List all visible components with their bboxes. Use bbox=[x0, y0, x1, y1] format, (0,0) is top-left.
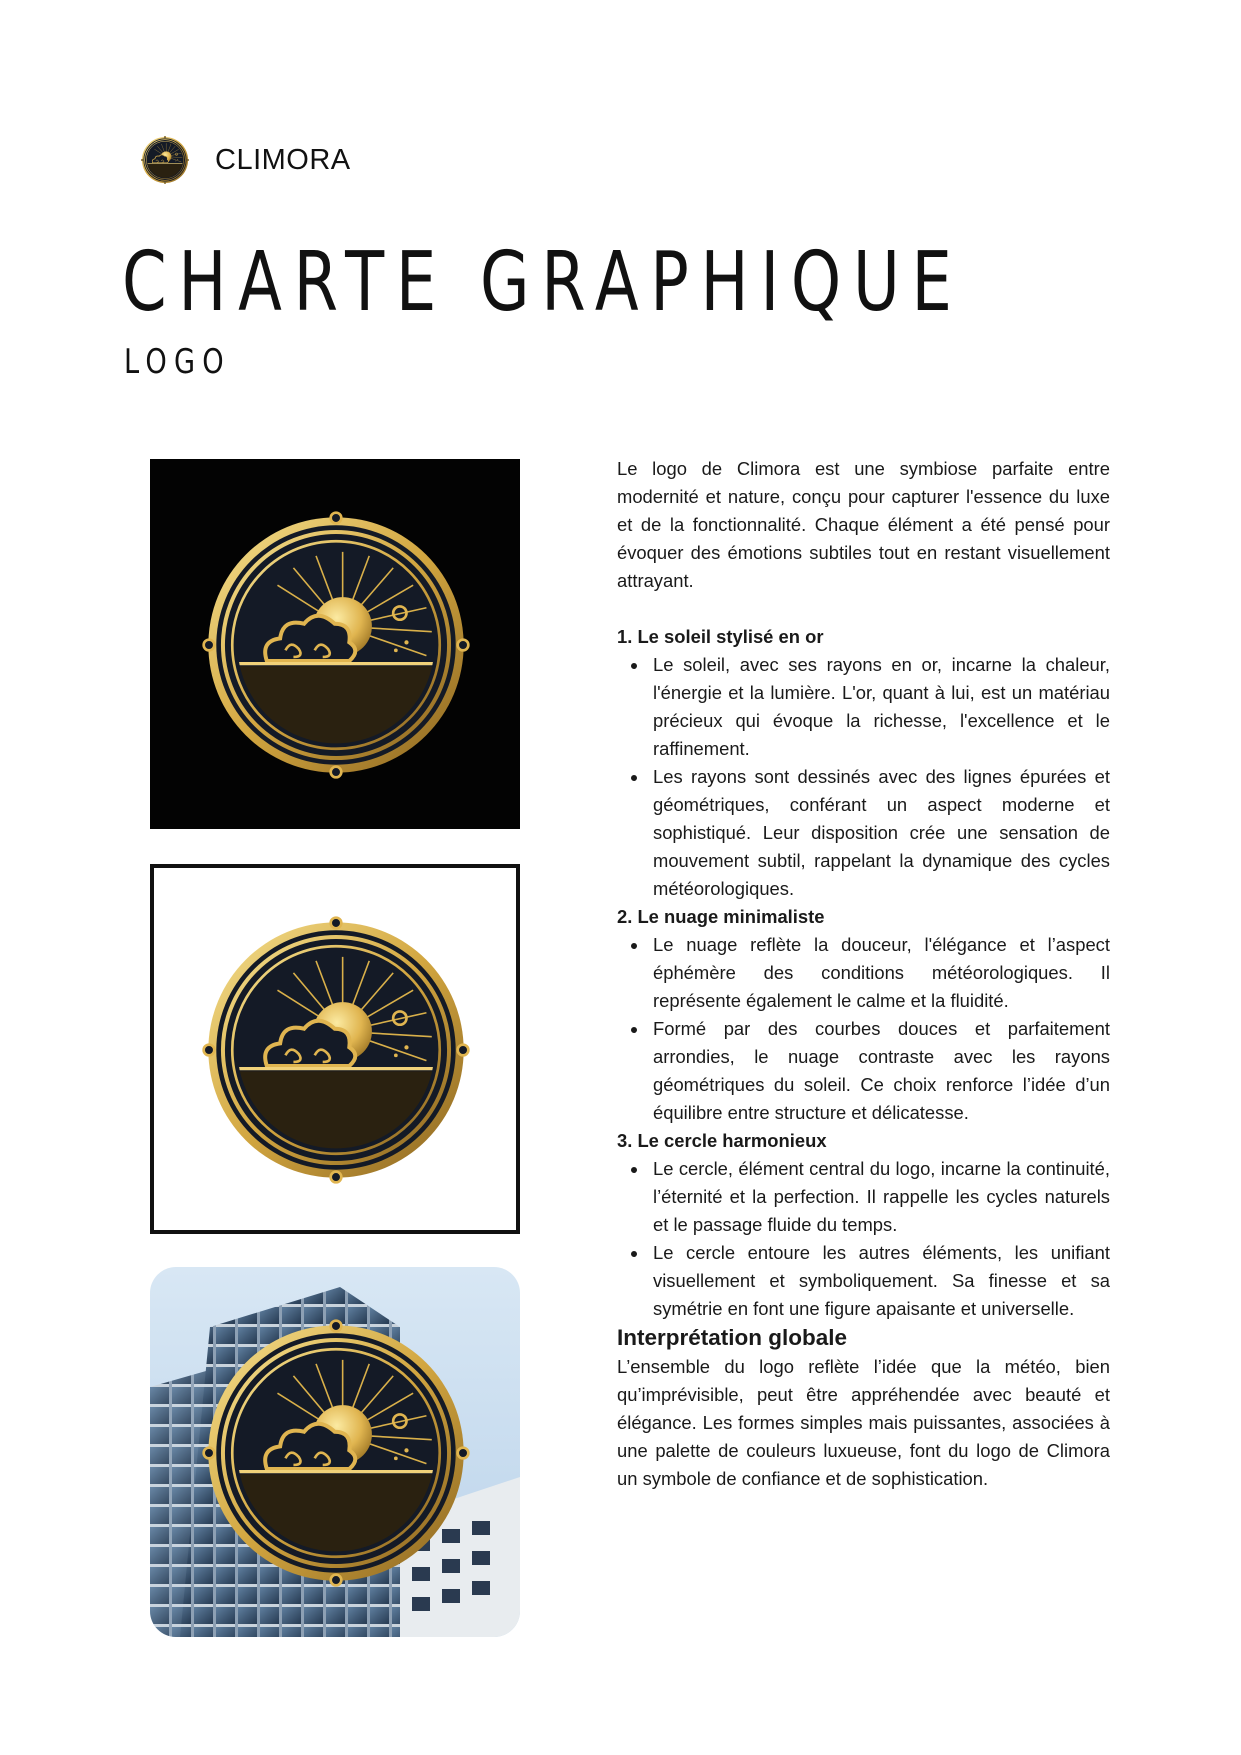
global-interpretation-title: Interprétation globale bbox=[617, 1325, 848, 1350]
list-item: Le soleil, avec ses rayons en or, incarne la chaleur, l'énergie et la lumière. L'or, quant à lui, est un matériau précieux qui évoque la richesse, l'excellence et le raffinement. bbox=[617, 651, 1110, 763]
list-item: Le cercle entoure les autres éléments, les unifiant visuellement et symboliquement. Sa finesse et sa symétrie en font une figure apaisante et universelle. bbox=[617, 1239, 1110, 1323]
section-heading-sun: 1. Le soleil stylisé en or bbox=[617, 626, 824, 647]
climora-seal-icon bbox=[150, 459, 520, 829]
logo-mockup-black bbox=[150, 459, 520, 829]
building-photo-background bbox=[150, 1267, 520, 1637]
list-item: Formé par des courbes douces et parfaitement arrondies, le nuage contraste avec les rayons géométriques du soleil. Ce choix renforce l’idée d’un équilibre entre structure et délicatesse. bbox=[617, 1015, 1110, 1127]
climora-seal-icon bbox=[154, 868, 516, 1230]
climora-logo-icon bbox=[141, 136, 189, 184]
brand-name: CLIMORA bbox=[215, 143, 351, 176]
page-subtitle: LOGO bbox=[124, 342, 231, 382]
section-list-circle bbox=[617, 1155, 1110, 1323]
intro-paragraph: Le logo de Climora est une symbiose parfaite entre modernité et nature, conçu pour capturer l'essence du luxe et de la fonctionnalité. Chaque élément a été pensé pour évoquer des émotions subtiles tout en restant visuellement attrayant. bbox=[617, 458, 1110, 591]
list-item: Les rayons sont dessinés avec des lignes épurées et géométriques, conférant un aspect moderne et sophistiqué. Leur disposition crée une sensation de mouvement subtil, rappelant la dynamique des cycles météorologiques. bbox=[617, 763, 1110, 903]
section-heading-cloud: 2. Le nuage minimaliste bbox=[617, 906, 825, 927]
global-interpretation-text: L’ensemble du logo reflète l’idée que la météo, bien qu’imprévisible, peut être appréhendée avec beauté et élégance. Les formes simples mais puissantes, associées à une palette de couleurs luxueuse, font du logo de Climora un symbole de confiance et de sophistication. bbox=[617, 1356, 1110, 1489]
list-item: Le nuage reflète la douceur, l'élégance et l’aspect éphémère des conditions météorologiques. Il représente également le calme et la fluidité. bbox=[617, 931, 1110, 1015]
logo-mockup-building-photo bbox=[150, 1267, 520, 1637]
logo-mockup-white bbox=[150, 864, 520, 1234]
section-list-cloud bbox=[617, 931, 1110, 1127]
section-heading-circle: 3. Le cercle harmonieux bbox=[617, 1130, 827, 1151]
logo-description bbox=[617, 455, 1110, 1493]
section-list-sun bbox=[617, 651, 1110, 903]
page-title: CHARTE GRAPHIQUE bbox=[122, 235, 964, 330]
list-item: Le cercle, élément central du logo, incarne la continuité, l’éternité et la perfection. Il rappelle les cycles naturels et le passage fluide du temps. bbox=[617, 1155, 1110, 1239]
brand-header bbox=[141, 134, 351, 186]
